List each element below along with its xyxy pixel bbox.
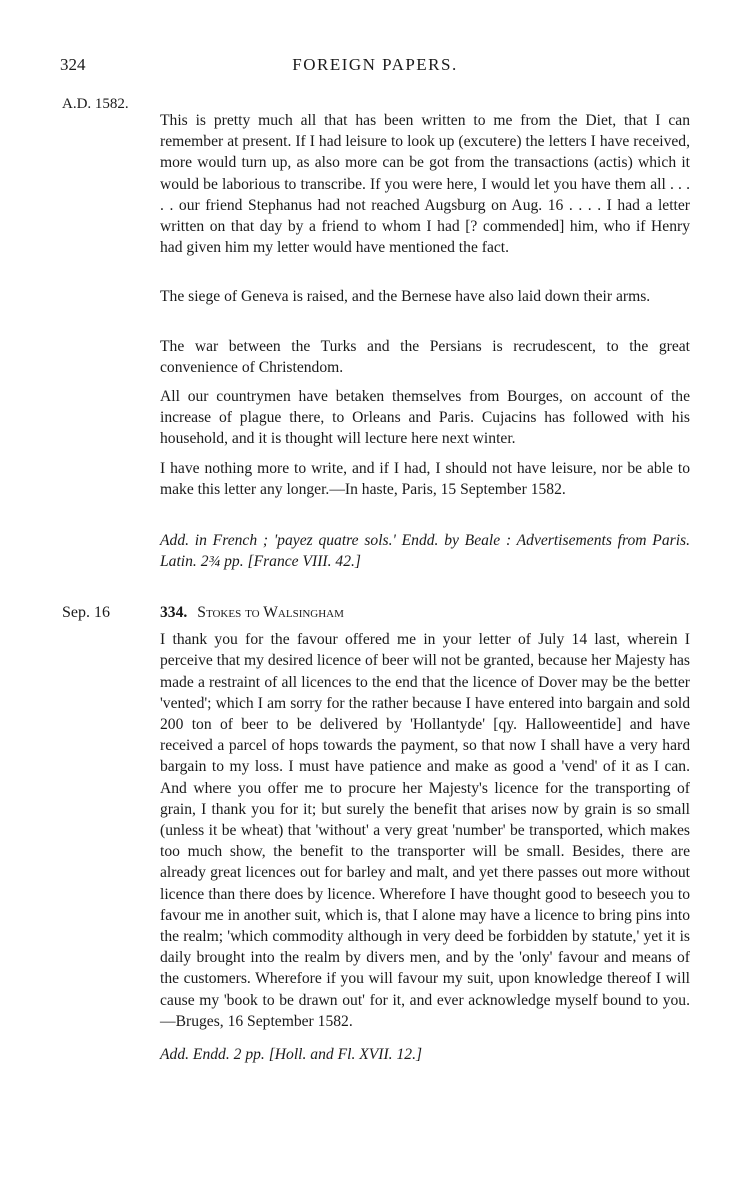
paragraph-geneva: The siege of Geneva is raised, and the Bernese have also laid down their arms. [160,288,651,305]
page-number: 324 [60,55,86,74]
entry-heading [160,602,690,623]
margin-date: Sep. 16 [62,604,110,621]
running-title: FOREIGN PAPERS. [292,55,458,74]
endorsement-note: Add. in French ; 'payez quatre sols.' Endd. by Beale : Advertisements from Paris. Latin. 2¾ pp. [France VIII. 42.] [160,532,690,571]
paragraph-diet: This is pretty much all that has been written to me from the Diet, that I can remember at present. If I had leisure to look up (excutere) the letters I have received, more would turn up, as also more can be got from the transactions (actis) which it would be laborious to transcribe. If you were here, I would let you have them all . . . . . our friend Stephanus had not reached Augsburg on Aug. 16 . . . . I had a letter written on that day by a friend to whom I had [? commended] him, who if Henry had given him my letter would have mentioned the fact. [160,112,690,257]
entry-334 [160,602,690,1065]
entry-title: Stokes to Walsingham [197,604,344,621]
margin-year: A.D. 1582. [62,96,129,112]
page-header [60,55,690,79]
paragraph-bourges: All our countrymen have betaken themselves from Bourges, on account of the increase of plague there, to Orleans and Paris. Cujacins has followed with his household, and it is thought will lecture here next winter. [160,388,690,448]
paragraph-turks: The war between the Turks and the Persians is recrudescent, to the great convenience of Christendom. [160,338,690,377]
entry-333-tail [160,110,690,572]
entry-number: 334. [160,604,188,621]
paragraph-closing: I have nothing more to write, and if I had, I should not have leisure, nor be able to make this letter any longer.—In haste, Paris, 15 September 1582. [160,460,690,499]
endorsement-note-334: Add. Endd. 2 pp. [Holl. and Fl. XVII. 12.] [160,1046,423,1064]
paragraph-stokes-letter: I thank you for the favour offered me in your letter of July 14 last, wherein I perceive that my desired licence of beer will not be granted, because her Majesty has made a restraint of all licences to the end that the licence of Dover may be the better 'vented'; which I am sorry for the rather because I have entered into bargain and sold 200 ton of beer to be delivered by 'Hollantyde' [qy. Halloweentide] and have received a parcel of hops towards the payment, so that now I shall have a very hard bargain to my loss. I must have patience and make as good a 'vend' of it as I can. And where you offer me to procure her Majesty's licence for the transporting of grain, I thank you for it; but surely the benefit that arises now by grain is so small (unless it be wheat) that 'without' a very great 'number' be transported, which makes too much show, the benefit to the transporter will be small. Besides, there are already great licences out for barley and malt, and yet there passes out more without licence than there does by licence. Wherefore I have thought good to beseech you to favour me in another suit, which is, that I alone may have a licence to bring pins into the realm; 'which commodity although in very deed be forbidden by statute,' yet it is daily brought into the realm by divers men, and by the 'only' favour and means of the customers. Wherefore if you will favour my suit, upon knowledge thereof I will cause my 'book to be drawn out' for it, and ever acknowledge myself bound to you.—Bruges, 16 September 1582. [160,631,690,1030]
